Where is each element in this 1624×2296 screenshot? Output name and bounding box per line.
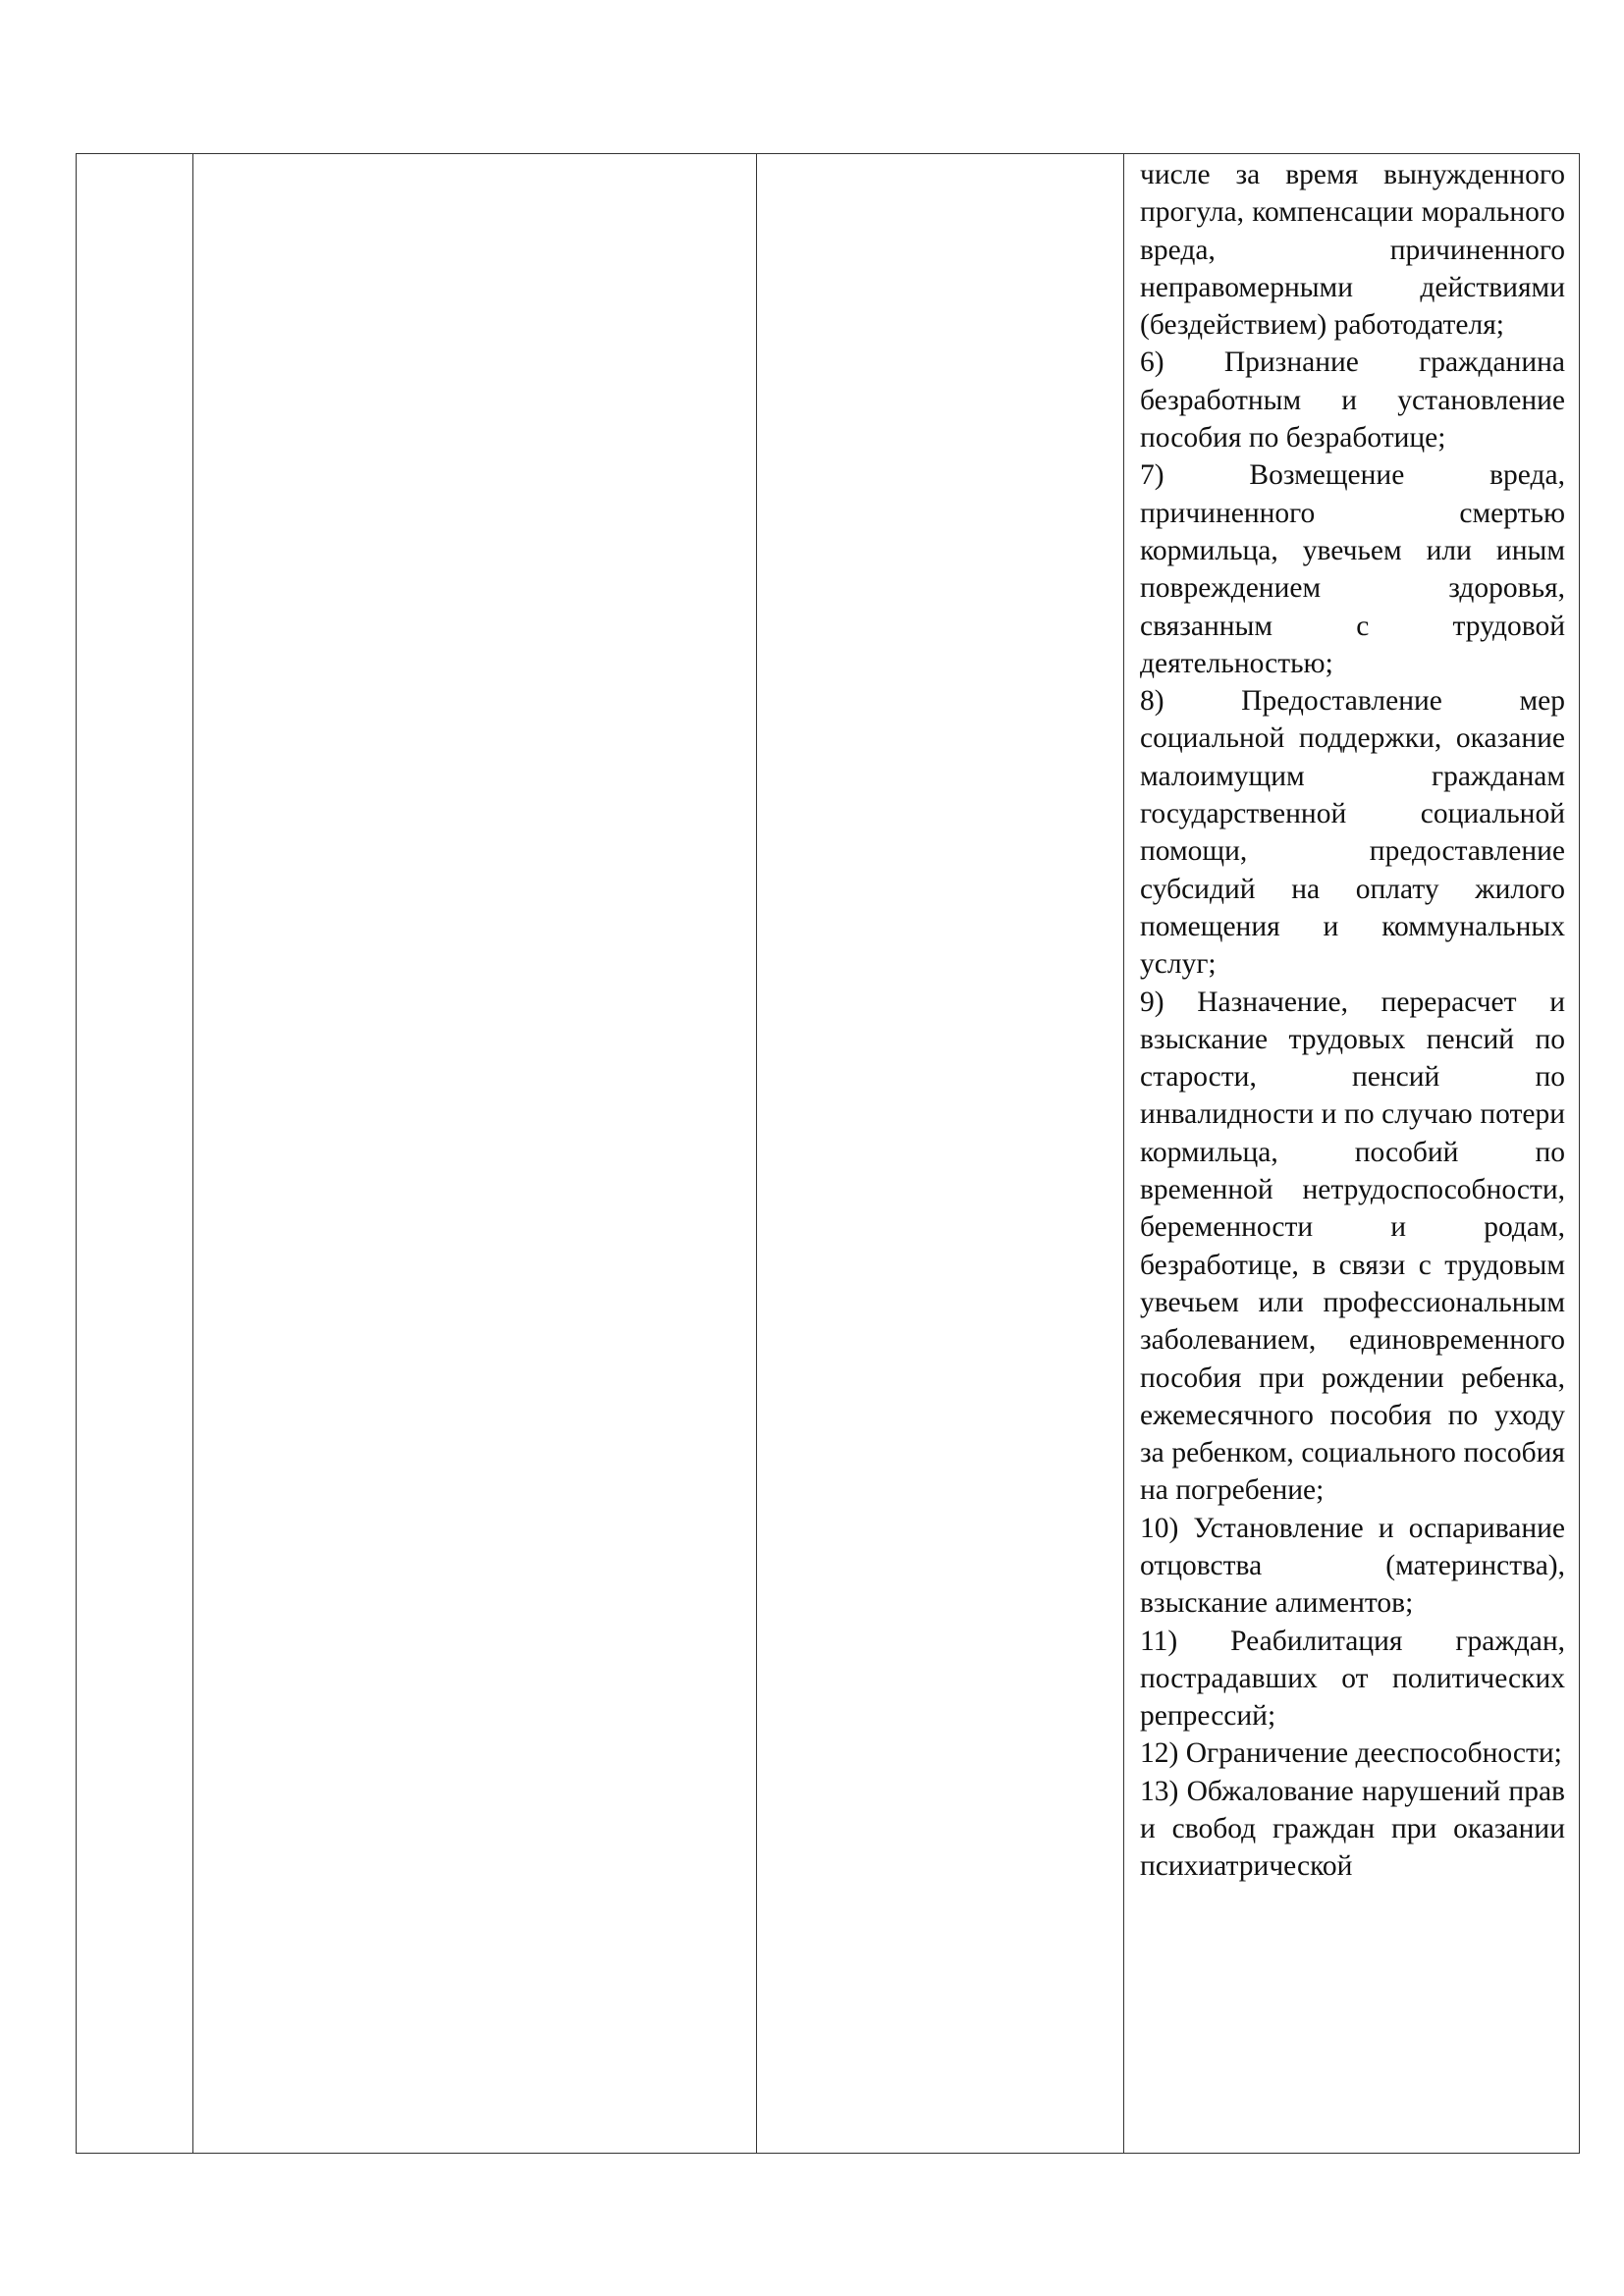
paragraph: 7) Возмещение вреда, причиненного смертью кормильца, увечьем или иным повреждением здоровья, связанным с трудовой деятельностью; [1140, 459, 1565, 679]
paragraph: числе за время вынужденного прогула, компенсации морального вреда, причиненного неправомерными действиями (бездействием) работодателя; [1140, 159, 1565, 342]
table-cell-col-1 [77, 154, 193, 2154]
paragraph: 8) Предоставление мер социальной поддержки, оказание малоимущим гражданам государственной социальной помощи, предоставление субсидий на оплату жилого помещения и коммунальных услуг; [1140, 685, 1565, 981]
paragraph: 10) Установление и оспаривание отцовства (материнства), взыскание алиментов; [1140, 1512, 1565, 1620]
document-table [76, 153, 1580, 2154]
table-cell-col-2 [193, 154, 757, 2154]
paragraph: 9) Назначение, перерасчет и взыскание трудовых пенсий по старости, пенсий по инвалидности и по случаю потери кормильца, пособий по временной нетрудоспособности, беременности и родам, безработице, в связи с трудовым увечьем или профессиональным заболеванием, единовременного пособия при рождении ребенка, ежемесячного пособия по уходу за ребенком, социального пособия на погребение; [1140, 986, 1565, 1507]
paragraph: 6) Признание гражданина безработным и установление пособия по безработице; [1140, 347, 1565, 454]
paragraph: 13) Обжалование нарушений прав и свобод граждан при оказании психиатрической [1140, 1775, 1565, 1883]
paragraph: 12) Ограничение дееспособности; [1140, 1737, 1562, 1770]
table-cell-col-3 [757, 154, 1124, 2154]
table-row [77, 154, 1580, 2154]
paragraph: 11) Реабилитация граждан, пострадавших от политических репрессий; [1140, 1625, 1565, 1733]
cell-text-block [1124, 154, 1579, 2153]
table-cell-col-4 [1124, 154, 1580, 2154]
